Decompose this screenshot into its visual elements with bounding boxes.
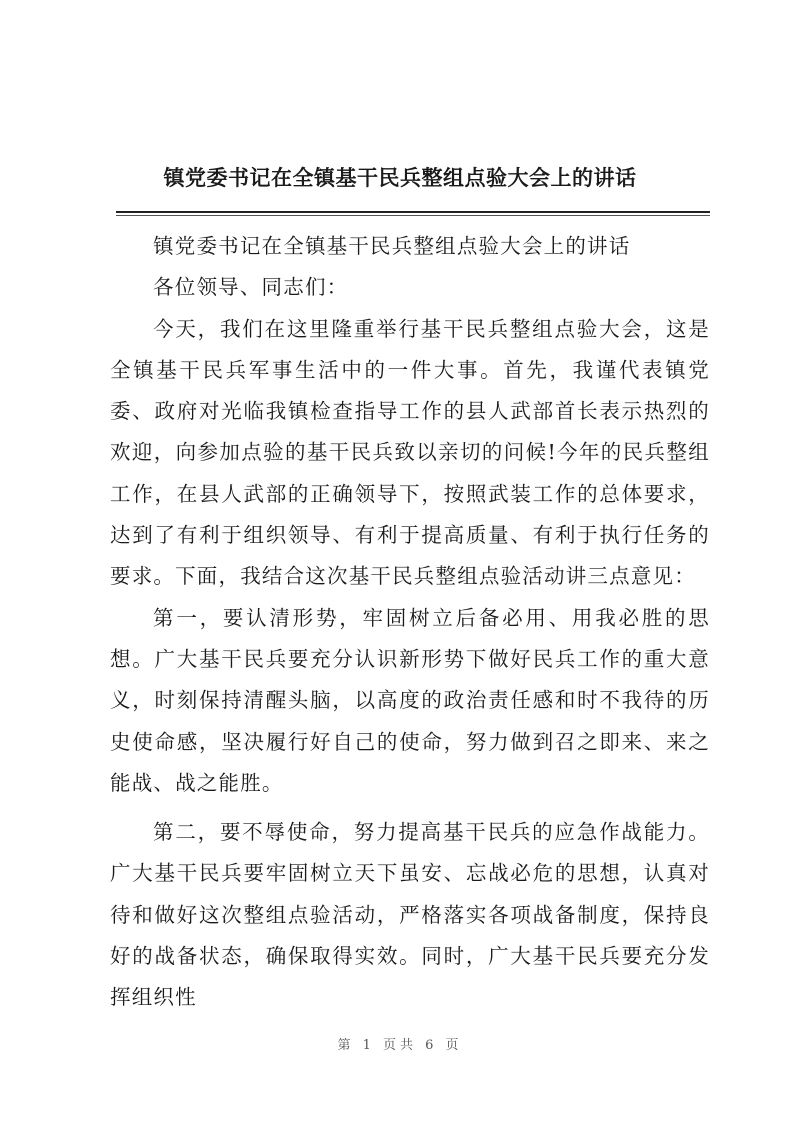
paragraph-point-two: 第二，要不辱使命，努力提高基干民兵的应急作战能力。广大基干民兵要牢固树立天下虽安、忘战必危的思想，认真对待和做好这次整组点验活动，严格落实各项战备制度，保持良好的战备状态，确保取得实效。同时，广大基干民兵要充分发挥组织性 (110, 820, 710, 1010)
document-body (110, 226, 710, 1019)
paragraph-heading-repeat: 镇党委书记在全镇基干民兵整组点验大会上的讲话 (153, 234, 631, 258)
paragraph-intro: 今天，我们在这里隆重举行基干民兵整组点验大会，这是全镇基干民兵军事生活中的一件大事。首先，我谨代表镇党委、政府对光临我镇检查指导工作的县人武部首长表示热烈的欢迎，向参加点验的基干民兵致以亲切的问候!今年的民兵整组工作，在县人武部的正确领导下，按照武装工作的总体要求，达到了有利于组织领导、有利于提高质量、有利于执行任务的要求。下面，我结合这次基干民兵整组点验活动讲三点意见： (110, 316, 710, 589)
paragraph-salutation: 各位领导、同志们： (153, 275, 349, 300)
paragraph-point-one: 第一，要认清形势，牢固树立后备必用、用我必胜的思想。广大基干民兵要充分认识新形势下做好民兵工作的重大意义，时刻保持清醒头脑，以高度的政治责任感和时不我待的历史使命感，坚决履行好自己的使命，努力做到召之即来、来之能战、战之能胜。 (110, 605, 710, 795)
page-footer: 第 1 页共 6 页 (337, 1038, 463, 1053)
title-rule-thin (116, 215, 710, 216)
page-title: 镇党委书记在全镇基干民兵整组点验大会上的讲话 (163, 166, 637, 190)
title-rule-thick (116, 211, 710, 213)
